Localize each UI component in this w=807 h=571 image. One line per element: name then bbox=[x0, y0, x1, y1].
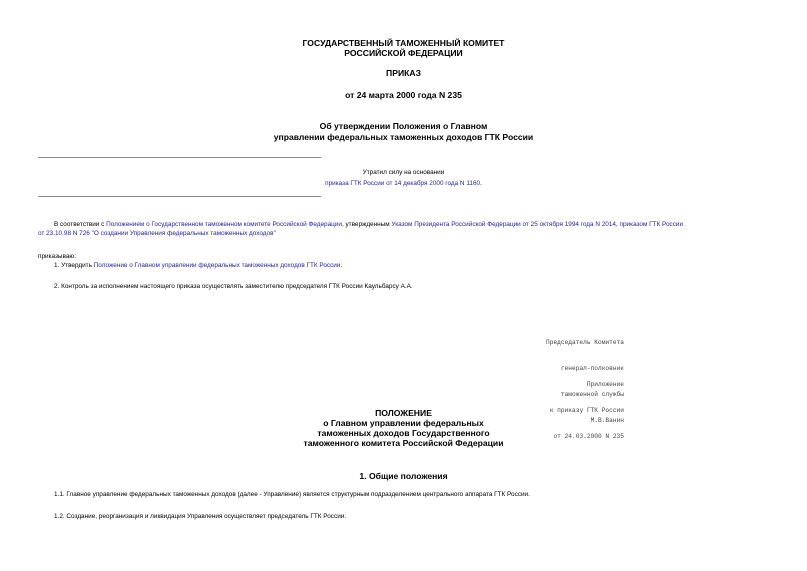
status-line bbox=[0, 180, 807, 188]
presidential-decree-link[interactable]: Указом Президента Российской Федерации от 25 октября 1994 года N 2014 bbox=[391, 221, 616, 228]
order-item-1-prefix: 1. Утвердить bbox=[54, 262, 94, 269]
divider-bottom bbox=[38, 196, 321, 197]
preamble-text-1: В соответствии с bbox=[54, 221, 107, 228]
order-item-2: 2. Контроль за исполнением настоящего приказа осуществлять заместителю председателя ГТК России Каульбарсу А.А. bbox=[54, 283, 413, 290]
paragraph-1-2: 1.2. Создание, реорганизация и ликвидация Управления осуществляет председатель ГТК России. bbox=[54, 513, 347, 520]
status-dot: . bbox=[480, 180, 482, 187]
document-type: ПРИКАЗ bbox=[386, 68, 421, 78]
paragraph-1-1: 1.1. Главное управление федеральных таможенных доходов (далее - Управление) является структурным подразделением центрального аппарата ГТК России. bbox=[54, 491, 530, 498]
regulation-gtk-link[interactable]: Положением о Государственном таможенном комитете Российской Федерации bbox=[106, 221, 342, 228]
regulation-subtitle-line2: таможенных доходов Государственного bbox=[317, 428, 490, 438]
order-item-1 bbox=[54, 262, 342, 270]
signature-line4: М.В.Ванин bbox=[590, 416, 624, 424]
signature-line1: Председатель Комитета bbox=[546, 339, 624, 347]
signature-line3: таможенной службы bbox=[560, 390, 624, 398]
preamble-text-2: , утвержденным bbox=[341, 221, 392, 228]
status-repeal-link[interactable]: приказа ГТК России от 14 декабря 2000 года N 1160 bbox=[325, 180, 481, 187]
preamble-line2 bbox=[38, 230, 276, 238]
preamble-line1 bbox=[54, 221, 683, 229]
signature-line2: генерал-полковник bbox=[560, 364, 624, 372]
appendix-line3: от 24.03.2000 N 235 bbox=[553, 432, 624, 440]
section-heading-general: 1. Общие положения bbox=[359, 471, 448, 481]
gtk-order-726-link[interactable]: от 23.10.98 N 726 "О создании Управления федеральных таможенных доходов" bbox=[38, 230, 276, 237]
prikazyvayu-label: приказываю: bbox=[38, 253, 76, 260]
document-title-line2: управлении федеральных таможенных доходов ГТК России bbox=[273, 132, 534, 142]
regulation-link[interactable]: Положение о Главном управлении федеральных таможенных доходов ГТК России bbox=[93, 262, 341, 269]
issuing-authority-line1: ГОСУДАРСТВЕННЫЙ ТАМОЖЕННЫЙ КОМИТЕТ bbox=[302, 38, 505, 48]
regulation-subtitle-line3: таможенного комитета Российской Федерации bbox=[303, 438, 504, 448]
regulation-subtitle-line1: о Главном управлении федеральных bbox=[323, 418, 484, 428]
regulation-title: ПОЛОЖЕНИЕ bbox=[375, 408, 432, 418]
preamble-text-3: , bbox=[615, 221, 620, 228]
gtk-order-link[interactable]: приказом ГТК России bbox=[619, 221, 684, 228]
document-title-line1: Об утверждении Положения о Главном bbox=[319, 121, 488, 131]
document-date-number: от 24 марта 2000 года N 235 bbox=[345, 90, 462, 100]
status-lost-force: Утратил силу на основании bbox=[362, 169, 445, 176]
appendix-line2: к приказу ГТК России bbox=[549, 406, 624, 414]
issuing-authority-line2: РОССИЙСКОЙ ФЕДЕРАЦИИ bbox=[344, 48, 463, 58]
appendix-line1: Приложение bbox=[586, 381, 624, 389]
order-item-1-suffix: . bbox=[340, 262, 343, 269]
divider-top bbox=[38, 157, 321, 158]
